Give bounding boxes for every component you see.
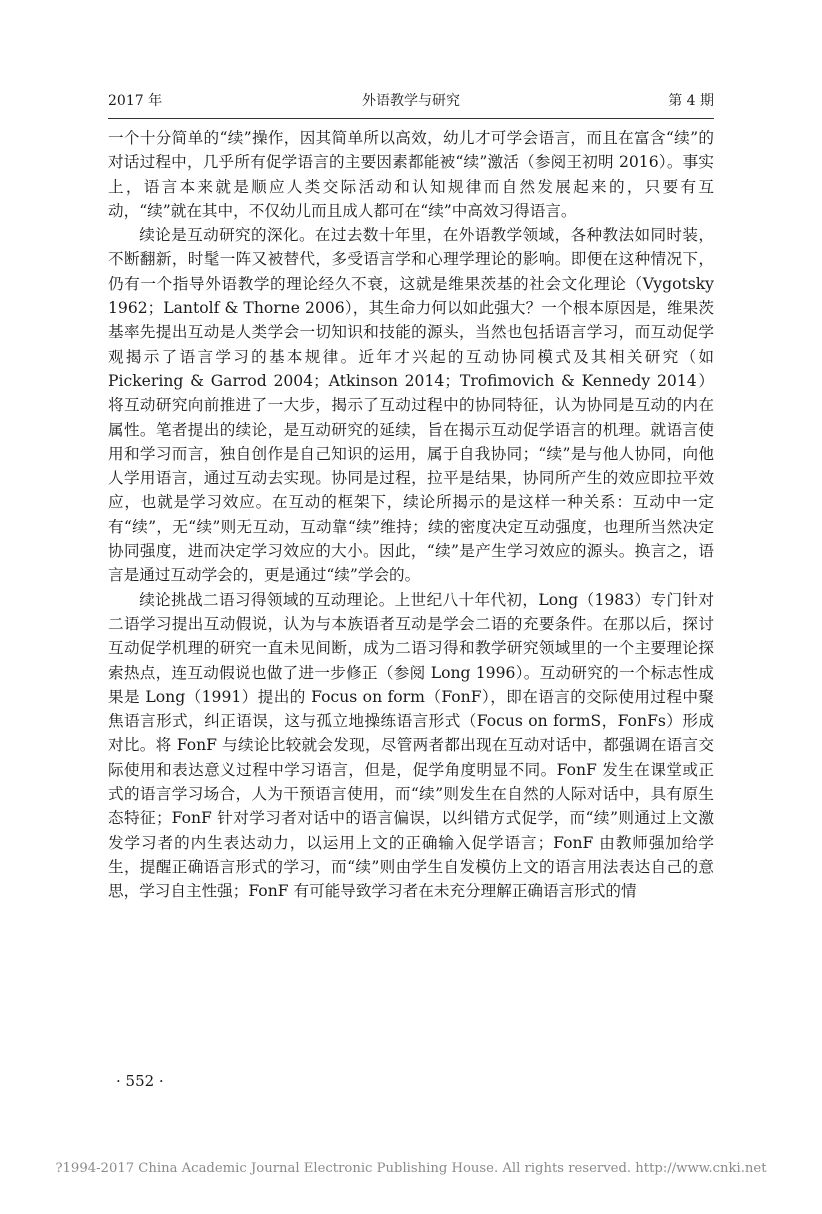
page-number: · 552 · <box>116 1072 164 1090</box>
header-journal-title: 外语教学与研究 <box>362 93 460 109</box>
paragraph-continued: 一个十分简单的“续”操作，因其简单所以高效，幼儿才可学会语言，而且在富含“续”的对话过程中，几乎所有促学语言的主要因素都能被“续”激活（参阅王初明 2016）。事实上，语言本来就是顺应人类交际活动和认知规律而自然发展起来的，只要有互动，“续”就在其中，不仅幼儿而且成人都可在“续”中高效习得语言。 <box>108 129 714 220</box>
header-rule <box>108 118 714 119</box>
paragraph: 续论是互动研究的深化。在过去数十年里，在外语教学领域，各种教法如同时装，不断翻新，时髦一阵又被替代，多受语言学和心理学理论的影响。即便在这种情况下，仍有一个指导外语教学的理论经久不衰，这就是维果茨基的社会文化理论（Vygotsky 1962；Lantolf & Thorne 2006），其生命力何以如此强大？一个根本原因是，维果茨基率先提出互动是人类学会一切知识和技能的源头，当然也包括语言学习，而互动促学观揭示了语言学习的基本规律。近年才兴起的互动协同模式及其相关研究（如 Pickering & Garrod 2004；Atkinson 2014；Trofimovich & Kennedy 2014）将互动研究向前推进了一大步，揭示了互动过程中的协同特征，认为协同是互动的内在属性。笔者提出的续论，是互动研究的延续，旨在揭示互动促学语言的机理。就语言使用和学习而言，独自创作是自己知识的运用，属于自我协同；“续”是与他人协同，向他人学用语言，通过互动去实现。协同是过程，拉平是结果，协同所产生的效应即拉平效应，也就是学习效应。在互动的框架下，续论所揭示的是这样一种关系：互动中一定有“续”，无“续”则无互动，互动靠“续”维持；续的密度决定互动强度，也理所当然决定协同强度，进而决定学习效应的大小。因此，“续”是产生学习效应的源头。换言之，语言是通过互动学会的，更是通过“续”学会的。 <box>108 226 714 585</box>
copyright-footer: ?1994-2017 China Academic Journal Electronic Publishing House. All rights reserved. http://www.cnki.net <box>55 1161 767 1176</box>
running-header <box>108 90 714 112</box>
article-body <box>108 126 714 904</box>
header-year: 2017 年 <box>108 93 163 109</box>
header-issue: 第 4 期 <box>668 93 714 109</box>
paragraph: 续论挑战二语习得领域的互动理论。上世纪八十年代初，Long（1983）专门针对二语学习提出互动假说，认为与本族语者互动是学会二语的充要条件。在那以后，探讨互动促学机理的研究一直未见间断，成为二语习得和教学研究领域里的一个主要理论探索热点，连互动假说也做了进一步修正（参阅 Long 1996）。互动研究的一个标志性成果是 Long（1991）提出的 Focus on form（FonF），即在语言的交际使用过程中聚焦语言形式，纠正语误，这与孤立地操练语言形式（Focus on formS，FonFs）形成对比。将 FonF 与续论比较就会发现，尽管两者都出现在互动对话中，都强调在语言交际使用和表达意义过程中学习语言，但是，促学角度明显不同。FonF 发生在课堂或正式的语言学习场合，人为干预语言使用，而“续”则发生在自然的人际对话中，具有原生态特征；FonF 针对学习者对话中的语言偏误，以纠错方式促学，而“续”则通过上文激发学习者的内生表达动力，以运用上文的正确输入促学语言；FonF 由教师强加给学生，提醒正确语言形式的学习，而“续”则由学生自发模仿上文的语言用法表达自己的意思，学习自主性强；FonF 有可能导致学习者在未充分理解正确语言形式的情 <box>108 590 714 901</box>
